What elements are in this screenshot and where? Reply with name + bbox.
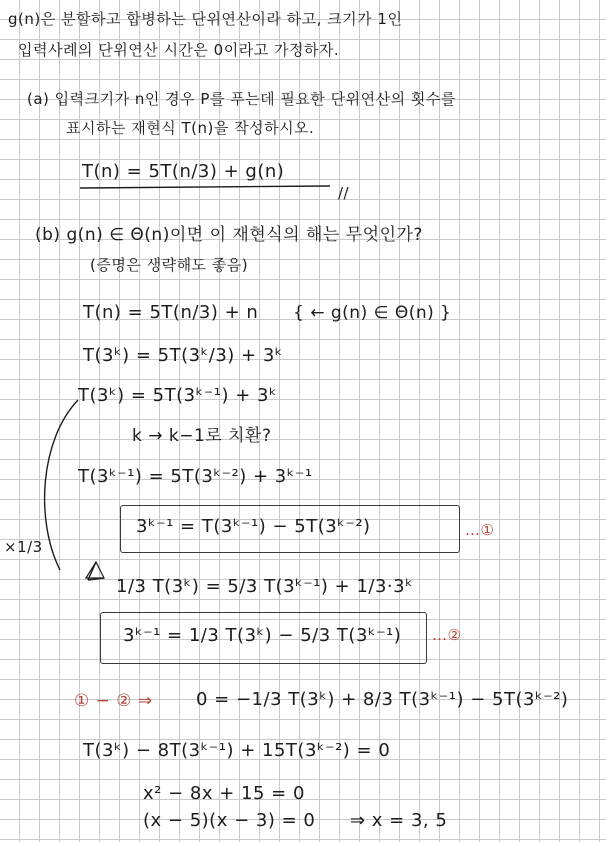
step-recurrence-note: { ← g(n) ∈ Θ(n) } [293,303,452,323]
step-simplified: T(3ᵏ) = 5T(3ᵏ⁻¹) + 3ᵏ [78,385,278,406]
step-multiplied: 1/3 T(3ᵏ) = 5/3 T(3ᵏ⁻¹) + 1/3·3ᵏ [116,576,414,597]
intro-line-2: 입력사례의 단위연산 시간은 0이라고 가정하자. [18,41,340,59]
part-a-question-line-1: (a) 입력크기가 n인 경우 P를 푸는데 필요한 단위연산의 횟수를 [27,90,456,108]
step-recurrence: T(n) = 5T(n/3) + n [83,302,259,323]
part-a-answer-mark: // [338,184,350,202]
triangle-mark [86,562,104,578]
curved-arrow [45,400,78,570]
equation-1-marker: …① [465,521,495,539]
equation-2-marker: …② [432,626,462,644]
subtract-equations-label: ① − ② ⇒ [74,691,153,711]
step-characteristic-equation: x² − 8x + 15 = 0 [143,783,305,804]
multiply-one-third-note: ×1/3 [4,538,43,556]
step-characteristic-recurrence: T(3ᵏ) − 8T(3ᵏ⁻¹) + 15T(3ᵏ⁻²) = 0 [83,740,391,761]
step-k-minus-1: T(3ᵏ⁻¹) = 5T(3ᵏ⁻²) + 3ᵏ⁻¹ [78,466,313,487]
intro-line-1: g(n)은 분할하고 합병하는 단위연산이라 하고, 크기가 1인 [8,10,403,28]
part-a-question-line-2: 표시하는 재현식 T(n)을 작성하시오. [66,119,315,137]
step-substitute-3k: T(3ᵏ) = 5T(3ᵏ/3) + 3ᵏ [83,345,283,366]
part-a-answer: T(n) = 5T(n/3) + g(n) [82,161,285,182]
step-roots: ⇒ x = 3, 5 [350,810,448,831]
step-replace-k: k → k−1로 치환? [132,426,272,446]
part-b-question-line-1: (b) g(n) ∈ Θ(n)이면 이 재현식의 해는 무엇인가? [35,225,423,245]
equation-1: 3ᵏ⁻¹ = T(3ᵏ⁻¹) − 5T(3ᵏ⁻²) [136,516,371,537]
equation-2: 3ᵏ⁻¹ = 1/3 T(3ᵏ) − 5/3 T(3ᵏ⁻¹) [123,625,402,646]
part-b-question-line-2: (증명은 생략해도 좋음) [90,256,249,274]
step-factored: (x − 5)(x − 3) = 0 [143,810,316,831]
step-difference: 0 = −1/3 T(3ᵏ) + 8/3 T(3ᵏ⁻¹) − 5T(3ᵏ⁻²) [196,689,569,710]
answer-underline [80,186,330,188]
